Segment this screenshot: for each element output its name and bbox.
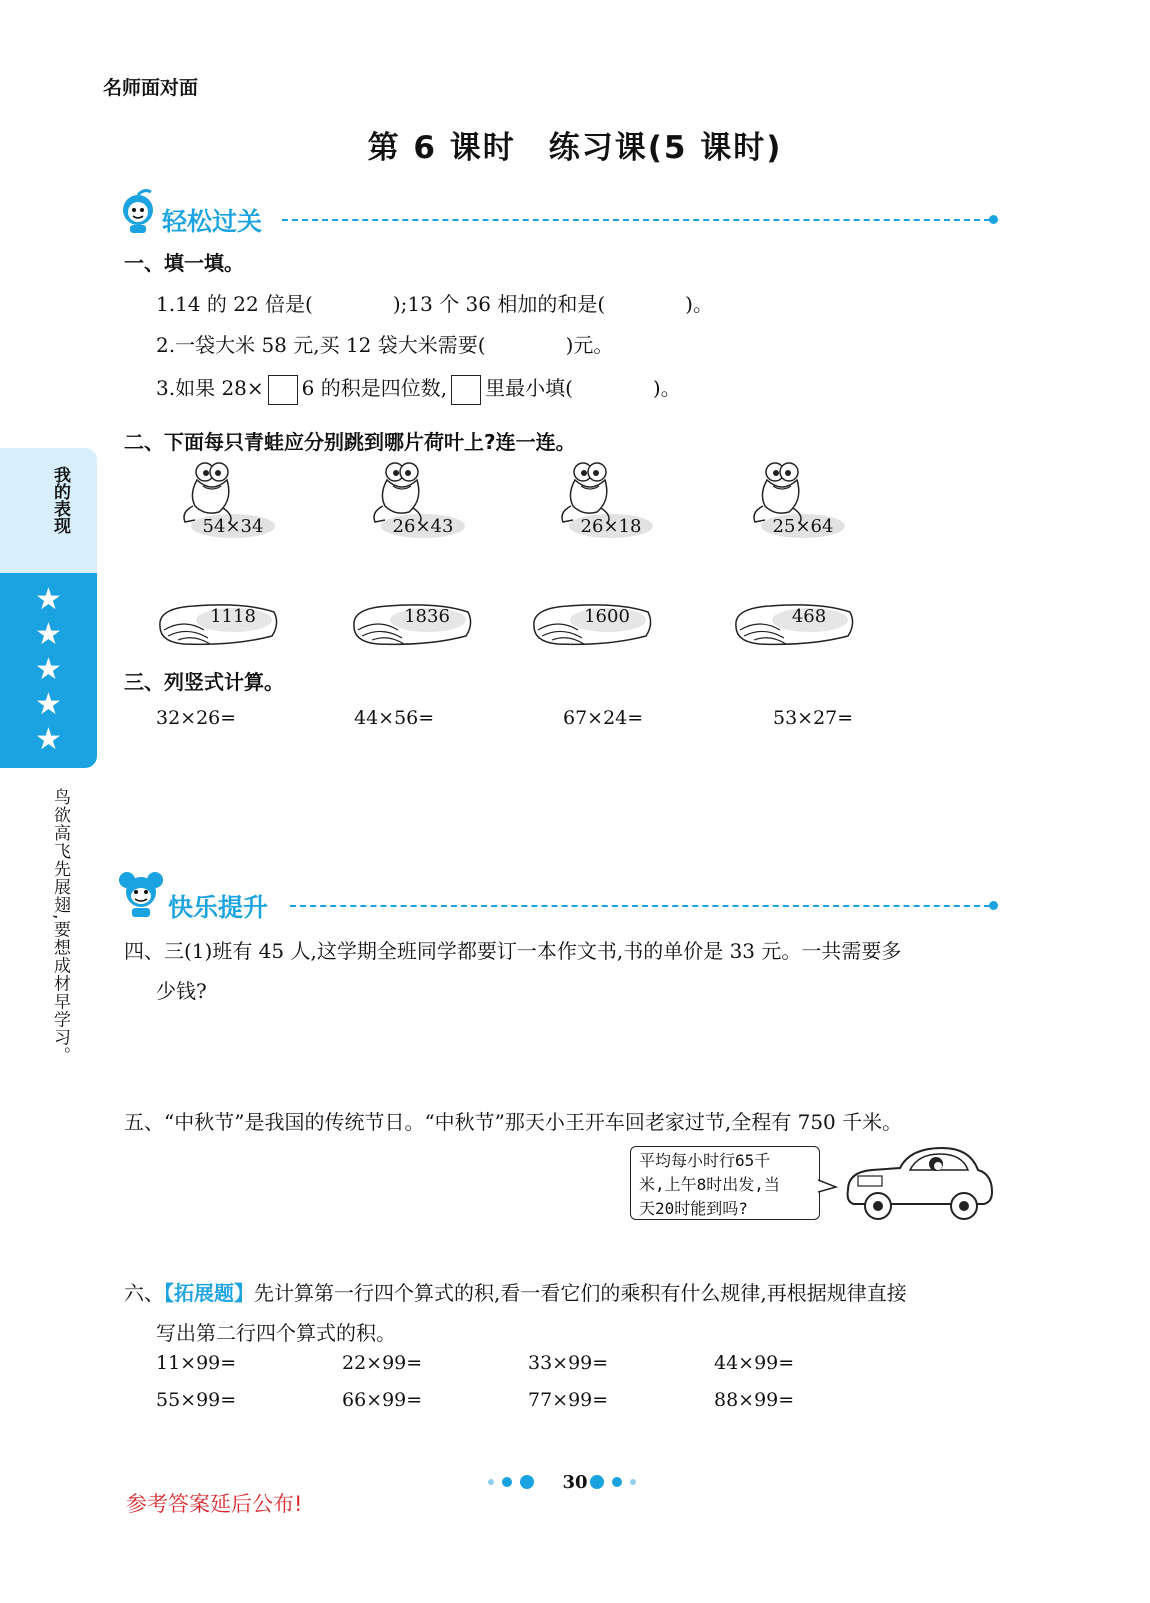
q6-instruction: 先计算第一行四个算式的积,看一看它们的乘积有什么规律,再根据规律直接 — [254, 1281, 907, 1305]
lily-pad-value: 1836 — [404, 606, 450, 627]
lily-pad-2[interactable] — [348, 600, 476, 648]
extension-tag: 【拓展题】 — [164, 1281, 254, 1305]
divider-dot — [989, 901, 998, 910]
q2-heading: 二、下面每只青蛙应分别跳到哪片荷叶上?连一连。 — [124, 430, 576, 454]
q1-item-3-part-c: 里最小填( )。 — [485, 376, 681, 400]
divider-dot — [989, 215, 998, 224]
speech-bubble — [630, 1146, 820, 1220]
section-title-happy: 快乐提升 — [168, 893, 269, 922]
frog-expression: 26×18 — [580, 516, 642, 537]
lily-pad-value: 1600 — [584, 606, 630, 627]
book-title: 名师面对面 — [103, 77, 199, 99]
pattern-calc-item: 22×99= — [342, 1352, 423, 1374]
q6-text-line-2: 写出第二行四个算式的积。 — [156, 1321, 396, 1345]
frog-expression: 54×34 — [202, 516, 264, 537]
frog-4[interactable] — [745, 460, 845, 540]
page-number: 30 — [562, 1472, 588, 1493]
pattern-calc-item: 44×99= — [714, 1352, 795, 1374]
mascot-icon — [118, 188, 158, 234]
lesson-title: 第 6 课时 练习课(5 课时) — [367, 130, 783, 166]
pattern-calc-item: 55×99= — [156, 1389, 237, 1411]
answer-notice: 参考答案延后公布! — [126, 1492, 303, 1516]
bubble-line: 平均每小时行65千 — [639, 1151, 771, 1170]
vertical-calc-item: 32×26= — [156, 707, 237, 729]
frog-3[interactable] — [553, 460, 653, 540]
performance-label: 我的表现 — [50, 466, 70, 534]
star-icon[interactable]: ★ — [35, 722, 62, 757]
q1-item-2: 2.一袋大米 58 元,买 12 袋大米需要( )元。 — [156, 333, 614, 357]
motto: 鸟欲高飞先展翅,要想成材早学习。 — [50, 788, 70, 1065]
section-divider — [282, 219, 990, 221]
star-icon[interactable]: ★ — [35, 582, 62, 617]
pattern-calc-item: 88×99= — [714, 1389, 795, 1411]
pattern-calc-item: 33×99= — [528, 1352, 609, 1374]
vertical-calc-item: 53×27= — [773, 707, 854, 729]
section-title-easy: 轻松过关 — [162, 207, 263, 236]
pattern-calc-item: 77×99= — [528, 1389, 609, 1411]
car-icon — [838, 1140, 998, 1224]
pattern-calc-item: 11×99= — [156, 1352, 237, 1374]
q3-heading: 三、列竖式计算。 — [124, 670, 284, 694]
q4-text-line-1: 四、三(1)班有 45 人,这学期全班同学都要订一本作文书,书的单价是 33 元。一共需要多 — [124, 939, 902, 963]
q5-text: 五、“中秋节”是我国的传统节日。“中秋节”那天小王开车回老家过节,全程有 750 千米。 — [124, 1110, 903, 1134]
q1-item-3 — [156, 372, 681, 405]
answer-box[interactable] — [451, 375, 481, 405]
answer-box[interactable] — [268, 375, 298, 405]
q6-text-line-1 — [124, 1277, 907, 1306]
lily-pad-3[interactable] — [528, 600, 656, 648]
star-icon[interactable]: ★ — [35, 617, 62, 652]
q6-prefix: 六、 — [124, 1281, 164, 1305]
q1-item-1: 1.14 的 22 倍是( );13 个 36 相加的和是( )。 — [156, 292, 713, 316]
frog-1[interactable] — [175, 460, 275, 540]
lily-pad-value: 468 — [791, 606, 827, 627]
bubble-tail — [818, 1178, 838, 1196]
star-icon[interactable]: ★ — [35, 652, 62, 687]
frog-expression: 25×64 — [772, 516, 834, 537]
frog-expression: 26×43 — [392, 516, 454, 537]
lily-pad-1[interactable] — [154, 600, 282, 648]
star-icon[interactable]: ★ — [35, 687, 62, 722]
rating-stars[interactable] — [0, 573, 97, 768]
vertical-calc-item: 44×56= — [354, 707, 435, 729]
bubble-line: 米,上午8时出发,当 — [639, 1175, 780, 1194]
section-divider — [290, 905, 990, 907]
q1-heading: 一、填一填。 — [124, 251, 244, 275]
performance-tab — [0, 448, 97, 573]
lily-pad-4[interactable] — [730, 600, 858, 648]
q1-item-3-part-b: 6 的积是四位数, — [301, 376, 448, 400]
q1-item-3-part-a: 3.如果 28× — [156, 376, 264, 400]
frog-2[interactable] — [365, 460, 465, 540]
mouse-mascot-icon — [118, 868, 164, 918]
bubble-line: 天20时能到吗? — [639, 1199, 748, 1218]
vertical-calc-item: 67×24= — [563, 707, 644, 729]
lily-pad-value: 1118 — [210, 606, 256, 627]
pattern-calc-item: 66×99= — [342, 1389, 423, 1411]
q4-text-line-2: 少钱? — [156, 979, 207, 1003]
